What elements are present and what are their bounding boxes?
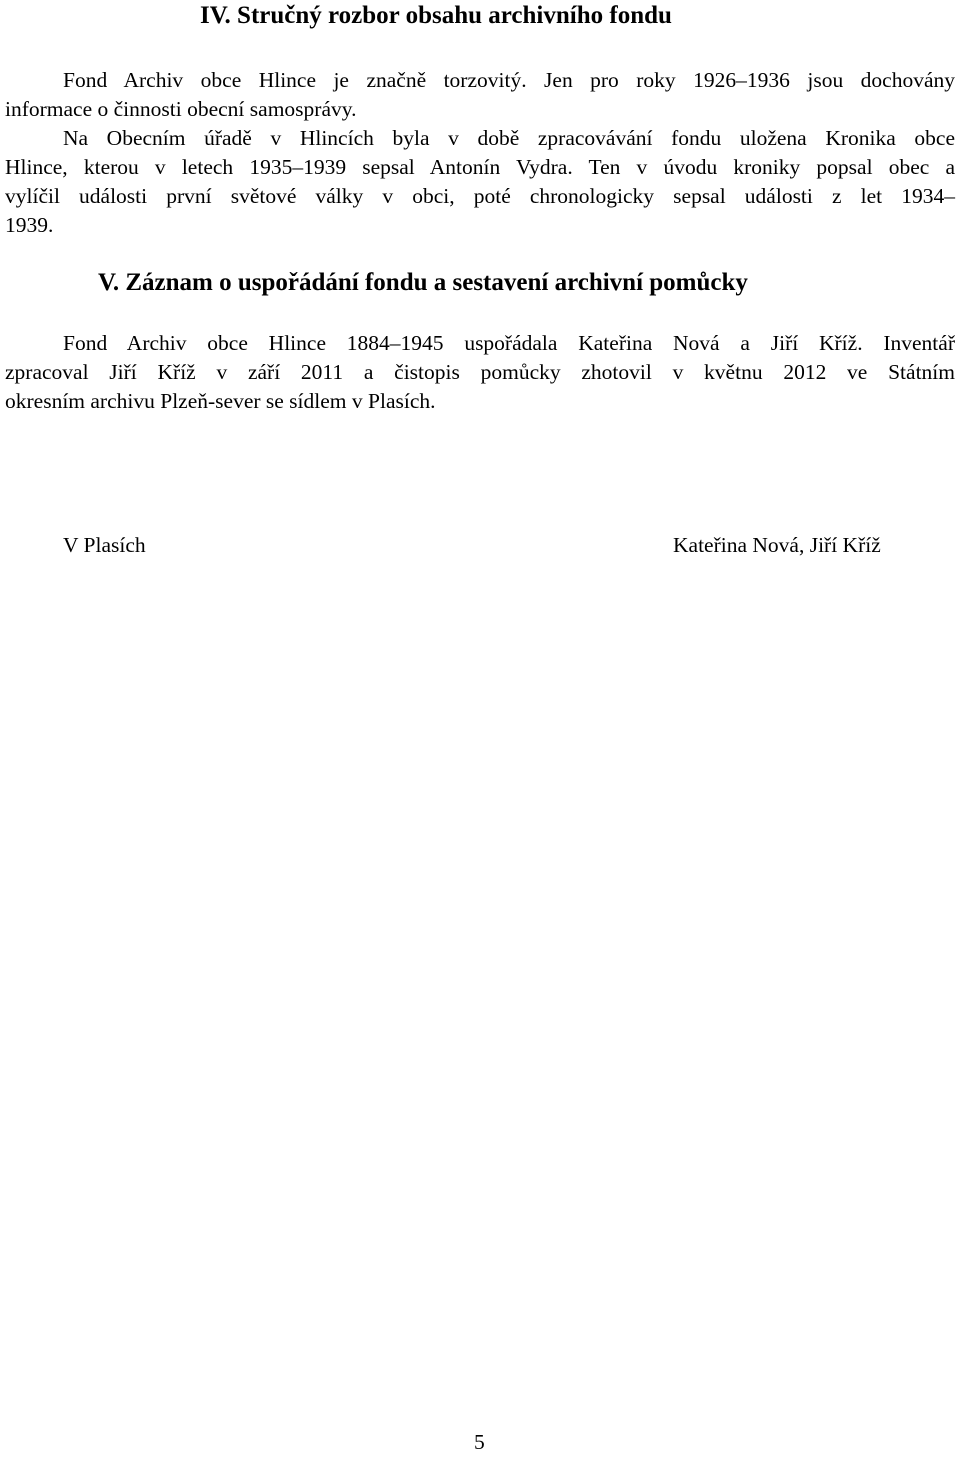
section-v-paragraph — [5, 329, 955, 416]
signature-authors: Kateřina Nová, Jiří Kříž — [673, 533, 881, 557]
text-line: 1939. — [5, 213, 54, 237]
text-line: Fond Archiv obce Hlince je značně torzovitý. Jen pro roky 1926–1936 jsou dochovány — [63, 68, 955, 92]
text-line: vylíčil události první světové války v obci, poté chronologicky sepsal události z let 1934– — [5, 184, 955, 208]
text-line: okresním archivu Plzeň-sever se sídlem v Plasích. — [5, 389, 436, 413]
section-v-heading: V. Záznam o uspořádání fondu a sestavení archivní pomůcky — [98, 269, 748, 296]
page-number: 5 — [474, 1430, 485, 1454]
section-iv-heading: IV. Stručný rozbor obsahu archivního fondu — [200, 2, 672, 29]
signature-place: V Plasích — [63, 533, 146, 557]
section-iv-paragraph-1 — [5, 66, 955, 124]
text-line: zpracoval Jiří Kříž v září 2011 a čistopis pomůcky zhotovil v květnu 2012 ve Státním — [5, 360, 955, 384]
section-iv-paragraph-2 — [5, 124, 955, 240]
text-line: Hlince, kterou v letech 1935–1939 sepsal Antonín Vydra. Ten v úvodu kroniky popsal obec a — [5, 155, 955, 179]
text-line: Na Obecním úřadě v Hlincích byla v době zpracovávání fondu uložena Kronika obce — [63, 126, 955, 150]
text-line: Fond Archiv obce Hlince 1884–1945 uspořádala Kateřina Nová a Jiří Kříž. Inventář — [63, 331, 955, 355]
text-line: informace o činnosti obecní samosprávy. — [5, 97, 357, 121]
